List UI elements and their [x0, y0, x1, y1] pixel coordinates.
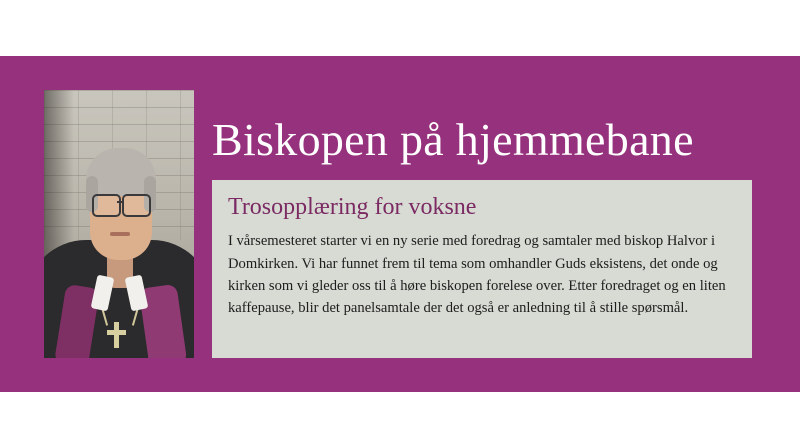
bishop-portrait-photo: [44, 90, 194, 358]
content-card: [212, 180, 752, 358]
card-body-text: I vårsemesteret starter vi en ny serie med foredrag og samtaler med biskop Halvor i Domkirken. Vi har funnet frem til tema som omhandler Guds eksistens, det onde og kirken som vi gleder oss til å høre biskopen forelese over. Etter foredraget og en liten kaffepause, blir det panelsamtale der det også er anledning til å stille spørsmål.: [228, 233, 726, 316]
promo-banner: [0, 56, 800, 392]
banner-headline: Biskopen på hjemmebane: [212, 114, 694, 165]
glasses-lens-left: [92, 194, 121, 217]
photo-background: [44, 90, 194, 358]
glasses-bridge: [117, 201, 124, 203]
mouth-shape: [110, 232, 130, 236]
pectoral-cross-icon: [114, 322, 119, 348]
card-subheadline: Trosopplæring for voksne: [228, 194, 477, 220]
glasses-lens-right: [122, 194, 151, 217]
